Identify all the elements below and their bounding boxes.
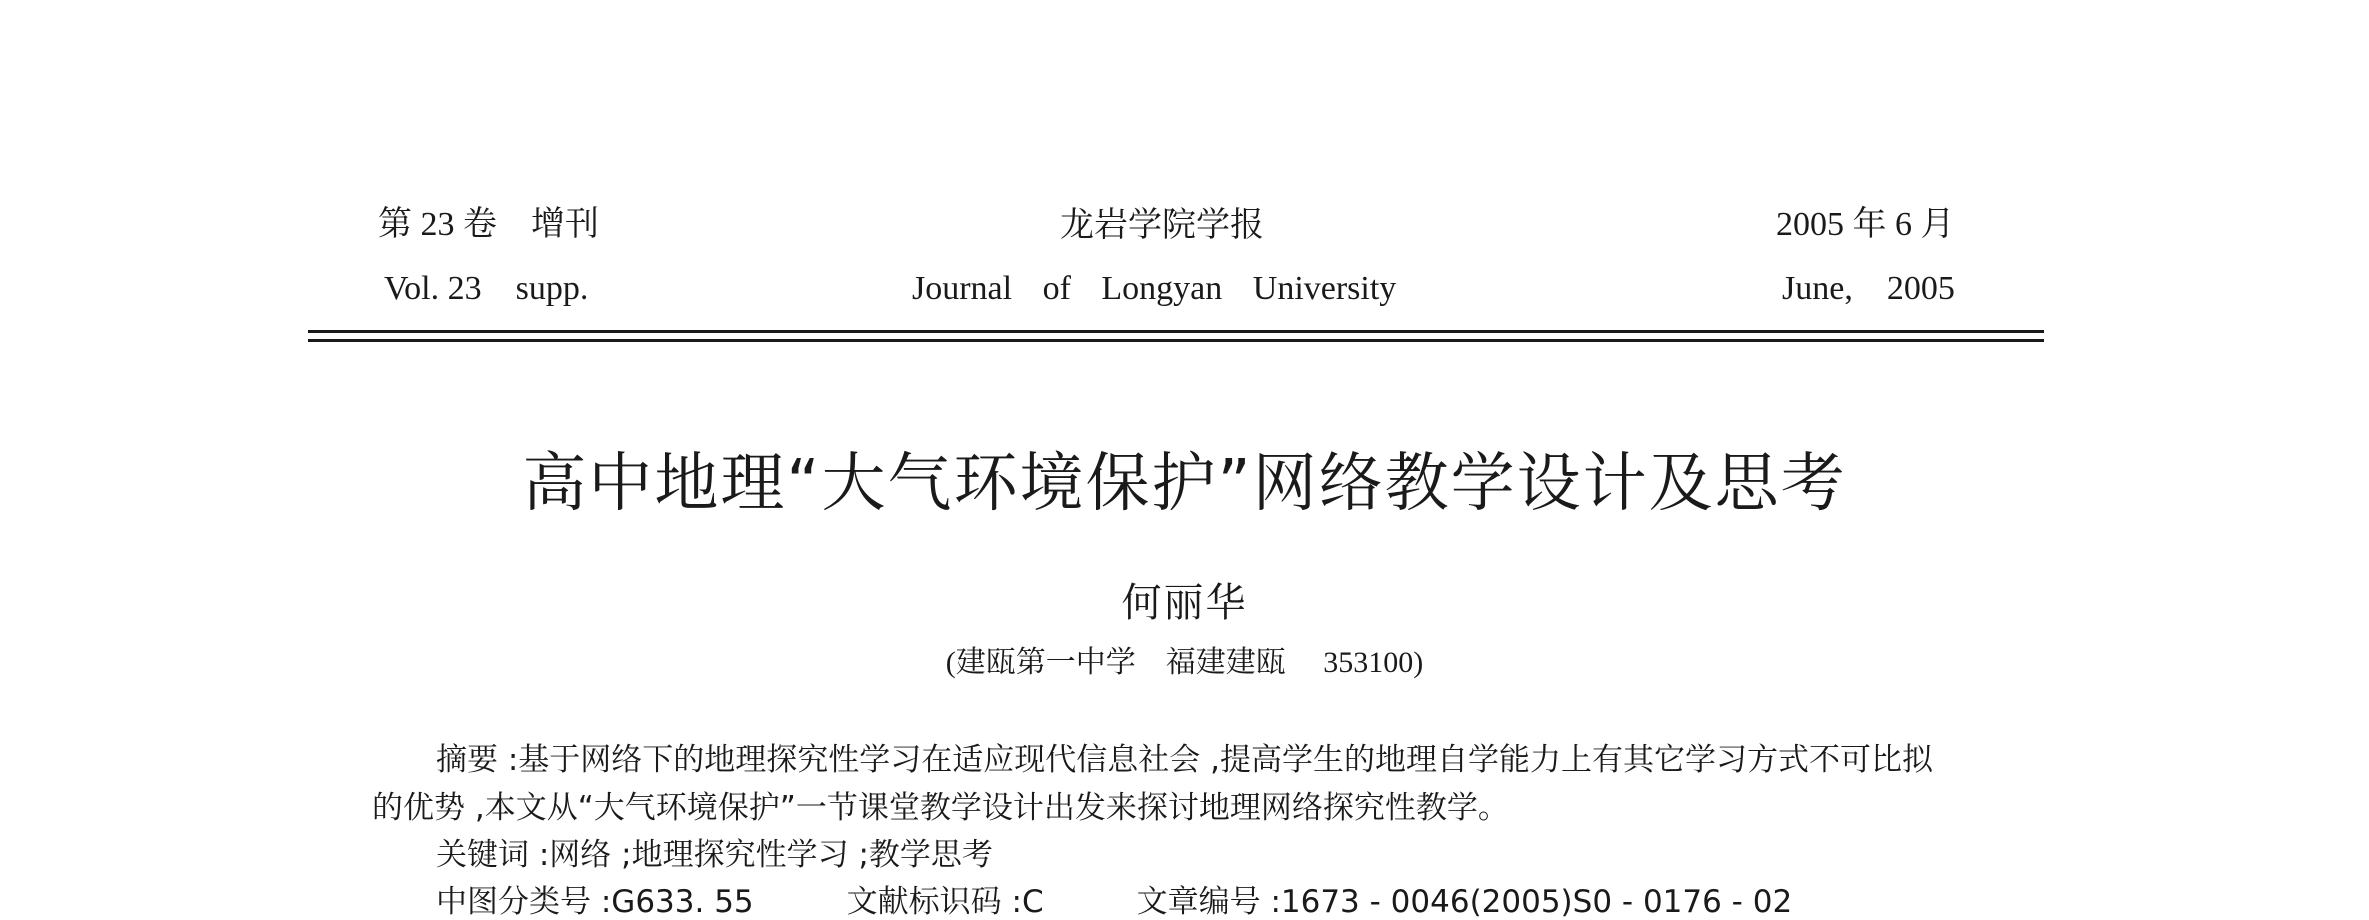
author-affiliation: (建瓯第一中学 福建建瓯 353100) xyxy=(945,646,1424,679)
issue-date-en: June, 2005 xyxy=(1782,270,1955,307)
header-rule-top xyxy=(308,330,2044,333)
abstract-line-1: 摘要 :基于网络下的地理探究性学习在适应现代信息社会 ,提高学生的地理自学能力上有其它学习方式不可比拟 xyxy=(436,742,1934,778)
article-title: 高中地理“大气环境保护”网络教学设计及思考 xyxy=(522,447,1847,521)
issue-date-cn: 2005 年 6 月 xyxy=(1776,206,1955,243)
header-rule-bottom xyxy=(308,339,2044,342)
keywords-line: 关键词 :网络 ;地理探究性学习 ;教学思考 xyxy=(436,837,993,873)
journal-name-cn: 龙岩学院学报 xyxy=(1060,205,1264,245)
abstract-line-2: 的优势 ,本文从“大气环境保护”一节课堂教学设计出发来探讨地理网络探究性教学。 xyxy=(372,790,1509,826)
journal-name-en: Journal of Longyan University xyxy=(912,270,1397,307)
article-author: 何丽华 xyxy=(1121,580,1248,626)
volume-cn: 第 23 卷 增刊 xyxy=(378,206,599,243)
volume-en: Vol. 23 supp. xyxy=(384,270,589,307)
classification-line: 中图分类号 :G633. 55 文献标识码 :C 文章编号 :1673 - 0046(2005)S0 - 0176 - 02 xyxy=(436,884,1793,920)
